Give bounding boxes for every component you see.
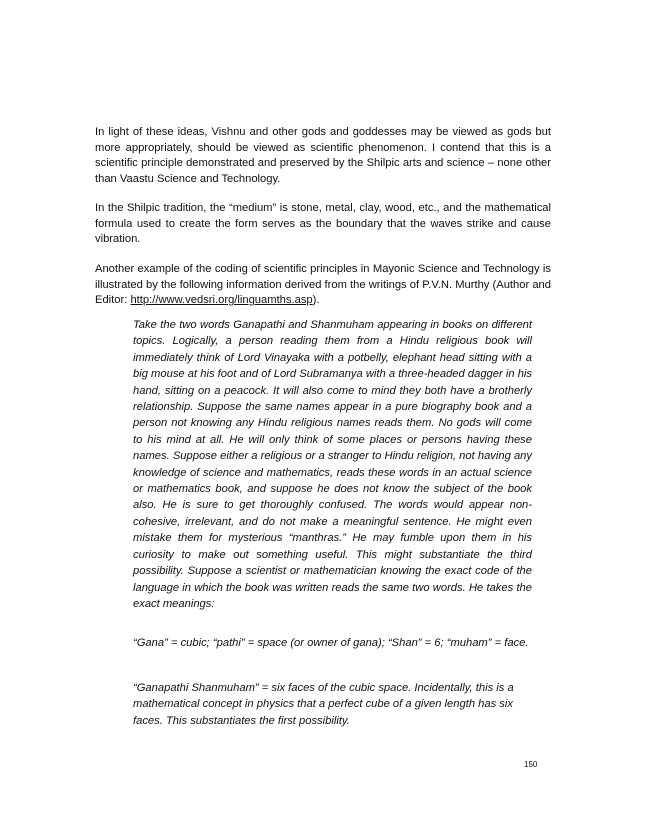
paragraph-mayonic-example [95, 262, 551, 309]
paragraph-mayonic-closing: ). [312, 294, 320, 307]
block-quote-conclusion: “Ganapathi Shanmuham” = six faces of the cubic space. Incidentally, this is a mathematical concept in physics that a perfect cube of a given length has six faces. This substantiates the first possibility. [133, 682, 514, 727]
paragraph-mayonic-text: Another example of the coding of scientific principles in Mayonic Science and Technology is illustrated by the following information derived from the writings of P.V.N. Murthy (Author and Editor: [95, 263, 551, 307]
block-quote-ganapathi-shanmuham: Take the two words Ganapathi and Shanmuham appearing in books on different topics. Logically, a person reading them from a Hindu religious book will immediately think of Lord Vinayaka with a potbelly, elephant head sitting with a big mouse at his foot and of Lord Subramanya with a three-headed dagger in his hand, sitting on a peacock. It will also come to mind they both have a brotherly relationship. Suppose the same names appear in a pure biography book and a person not knowing any Hindu religious names reads them. No gods will come to his mind at all. He will only think of some places or persons having these names. Suppose either a religious or a stranger to Hindu religion, not having any knowledge of science and mathematics, reads these words in an actual science or mathematics book, and suppose he does not know the subject of the book also. He is sure to get thoroughly confused. The words would appear non-cohesive, irrelevant, and do not make a meaningful sentence. He might even mistake them for mysterious “manthras.” He may fumble upon them in his curiosity to make out something useful. This might substantiate the third possibility. Suppose a scientist or mathematician knowing the exact code of the language in which the book was written reads the same two words. He takes the exact meanings: [133, 319, 532, 610]
paragraph-shilpic-medium: In the Shilpic tradition, the “medium” is stone, metal, clay, wood, etc., and the mathematical formula used to create the form serves as the boundary that the waves strike and cause vibration. [95, 202, 551, 246]
block-quote-word-meanings: “Gana” = cubic; “pathi” = space (or owner of gana); “Shan” = 6; “muham” = face. [133, 637, 529, 649]
page-number: 150 [524, 760, 538, 769]
vedsri-link[interactable]: http://www.vedsri.org/linguamths.asp [130, 294, 313, 307]
paragraph-vishnu-scientific-phenomenon: In light of these ideas, Vishnu and other gods and goddesses may be viewed as gods but more appropriately, should be viewed as scientific phenomenon. I contend that this is a scientific principle demonstrated and preserved by the Shilpic arts and science – none other than Vaastu Science and Technology. [95, 126, 551, 185]
